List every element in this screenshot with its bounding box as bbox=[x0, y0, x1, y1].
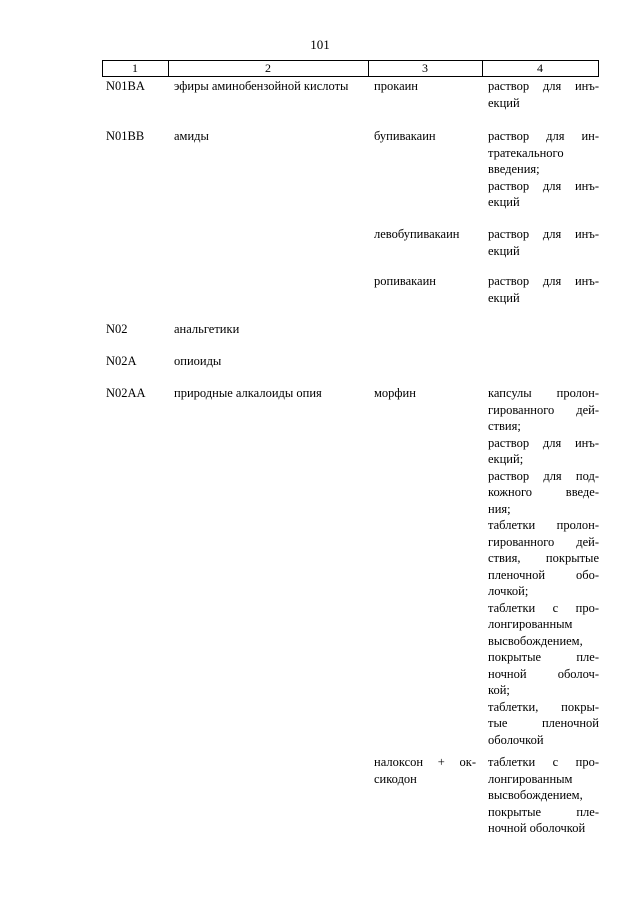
page-number: 101 bbox=[310, 37, 330, 52]
form-line: ствия; bbox=[488, 419, 521, 433]
atc-code: N01BB bbox=[106, 129, 145, 143]
form-line: таблетки с про- bbox=[488, 600, 599, 615]
drug-name: ропивакаин bbox=[374, 274, 436, 288]
group-name: эфиры аминобензойной кислоты bbox=[174, 79, 349, 93]
drug-name-line: налоксон + ок- bbox=[374, 755, 476, 769]
form-line: таблетки, покры- bbox=[488, 699, 599, 714]
drug-name bbox=[374, 754, 476, 787]
col-header-1: 1 bbox=[132, 61, 138, 75]
form-line: ния; bbox=[488, 501, 511, 516]
form-line: пленочной обо- bbox=[488, 567, 599, 582]
form-line: высвобождением, bbox=[488, 788, 583, 802]
form-line: таблетки с про- bbox=[488, 755, 599, 769]
form-line: гированного дей- bbox=[488, 534, 599, 549]
form-line: введения; bbox=[488, 162, 540, 176]
drug-name: левобупивакаин bbox=[374, 227, 460, 241]
drug-name: бупивакаин bbox=[374, 129, 436, 143]
form-line: тратекального bbox=[488, 145, 564, 160]
form-line: оболочкой bbox=[488, 732, 544, 747]
form-line: ночной оболоч- bbox=[488, 666, 599, 681]
form-line: покрытые пле- bbox=[488, 804, 599, 819]
form-line: раствор для инъ- bbox=[488, 274, 599, 288]
atc-code: N02A bbox=[106, 354, 137, 368]
dosage-forms bbox=[488, 385, 599, 748]
dosage-forms bbox=[488, 128, 599, 211]
form-line: высвобождением, bbox=[488, 633, 583, 648]
form-line: гированного дей- bbox=[488, 402, 599, 417]
form-line: раствор для ин- bbox=[488, 129, 599, 143]
form-line: раствор для инъ- bbox=[488, 178, 599, 193]
atc-code: N02AA bbox=[106, 386, 146, 400]
form-line: раствор для под- bbox=[488, 468, 599, 483]
form-line: раствор для инъ- bbox=[488, 435, 599, 450]
col-header-3: 3 bbox=[422, 61, 428, 75]
group-name: амиды bbox=[174, 129, 209, 143]
group-name: опиоиды bbox=[174, 354, 222, 368]
form-line: лочкой; bbox=[488, 584, 529, 598]
form-line: покрытые пле- bbox=[488, 650, 599, 664]
form-line: екций bbox=[488, 243, 520, 258]
dosage-forms bbox=[488, 273, 599, 306]
dosage-forms bbox=[488, 78, 599, 111]
atc-code: N01BA bbox=[106, 79, 145, 93]
group-name: природные алкалоиды опия bbox=[174, 386, 322, 400]
form-line: кожного введе- bbox=[488, 485, 599, 499]
col-header-4: 4 bbox=[537, 61, 543, 75]
group-name: анальгетики bbox=[174, 322, 240, 336]
dosage-forms bbox=[488, 226, 599, 259]
form-line: екций bbox=[488, 95, 520, 110]
drug-name: прокаин bbox=[374, 79, 419, 93]
form-line: тые пленочной bbox=[488, 716, 599, 730]
form-line: екций bbox=[488, 290, 520, 305]
form-line: екций bbox=[488, 195, 520, 209]
form-line: таблетки пролон- bbox=[488, 518, 599, 532]
form-line: раствор для инъ- bbox=[488, 79, 599, 93]
form-line: ночной оболочкой bbox=[488, 821, 586, 835]
form-line: кой; bbox=[488, 683, 510, 697]
drug-name-line: сикодон bbox=[374, 771, 417, 786]
drug-name: морфин bbox=[374, 386, 416, 400]
table-header bbox=[102, 60, 599, 77]
form-line: екций; bbox=[488, 452, 524, 466]
dosage-forms bbox=[488, 754, 599, 837]
atc-code: N02 bbox=[106, 322, 128, 336]
form-line: ствия, покрытые bbox=[488, 551, 599, 565]
form-line: лонгированным bbox=[488, 771, 573, 786]
col-header-2: 2 bbox=[265, 61, 271, 75]
form-line: лонгированным bbox=[488, 617, 573, 631]
form-line: капсулы пролон- bbox=[488, 386, 599, 400]
form-line: раствор для инъ- bbox=[488, 227, 599, 241]
